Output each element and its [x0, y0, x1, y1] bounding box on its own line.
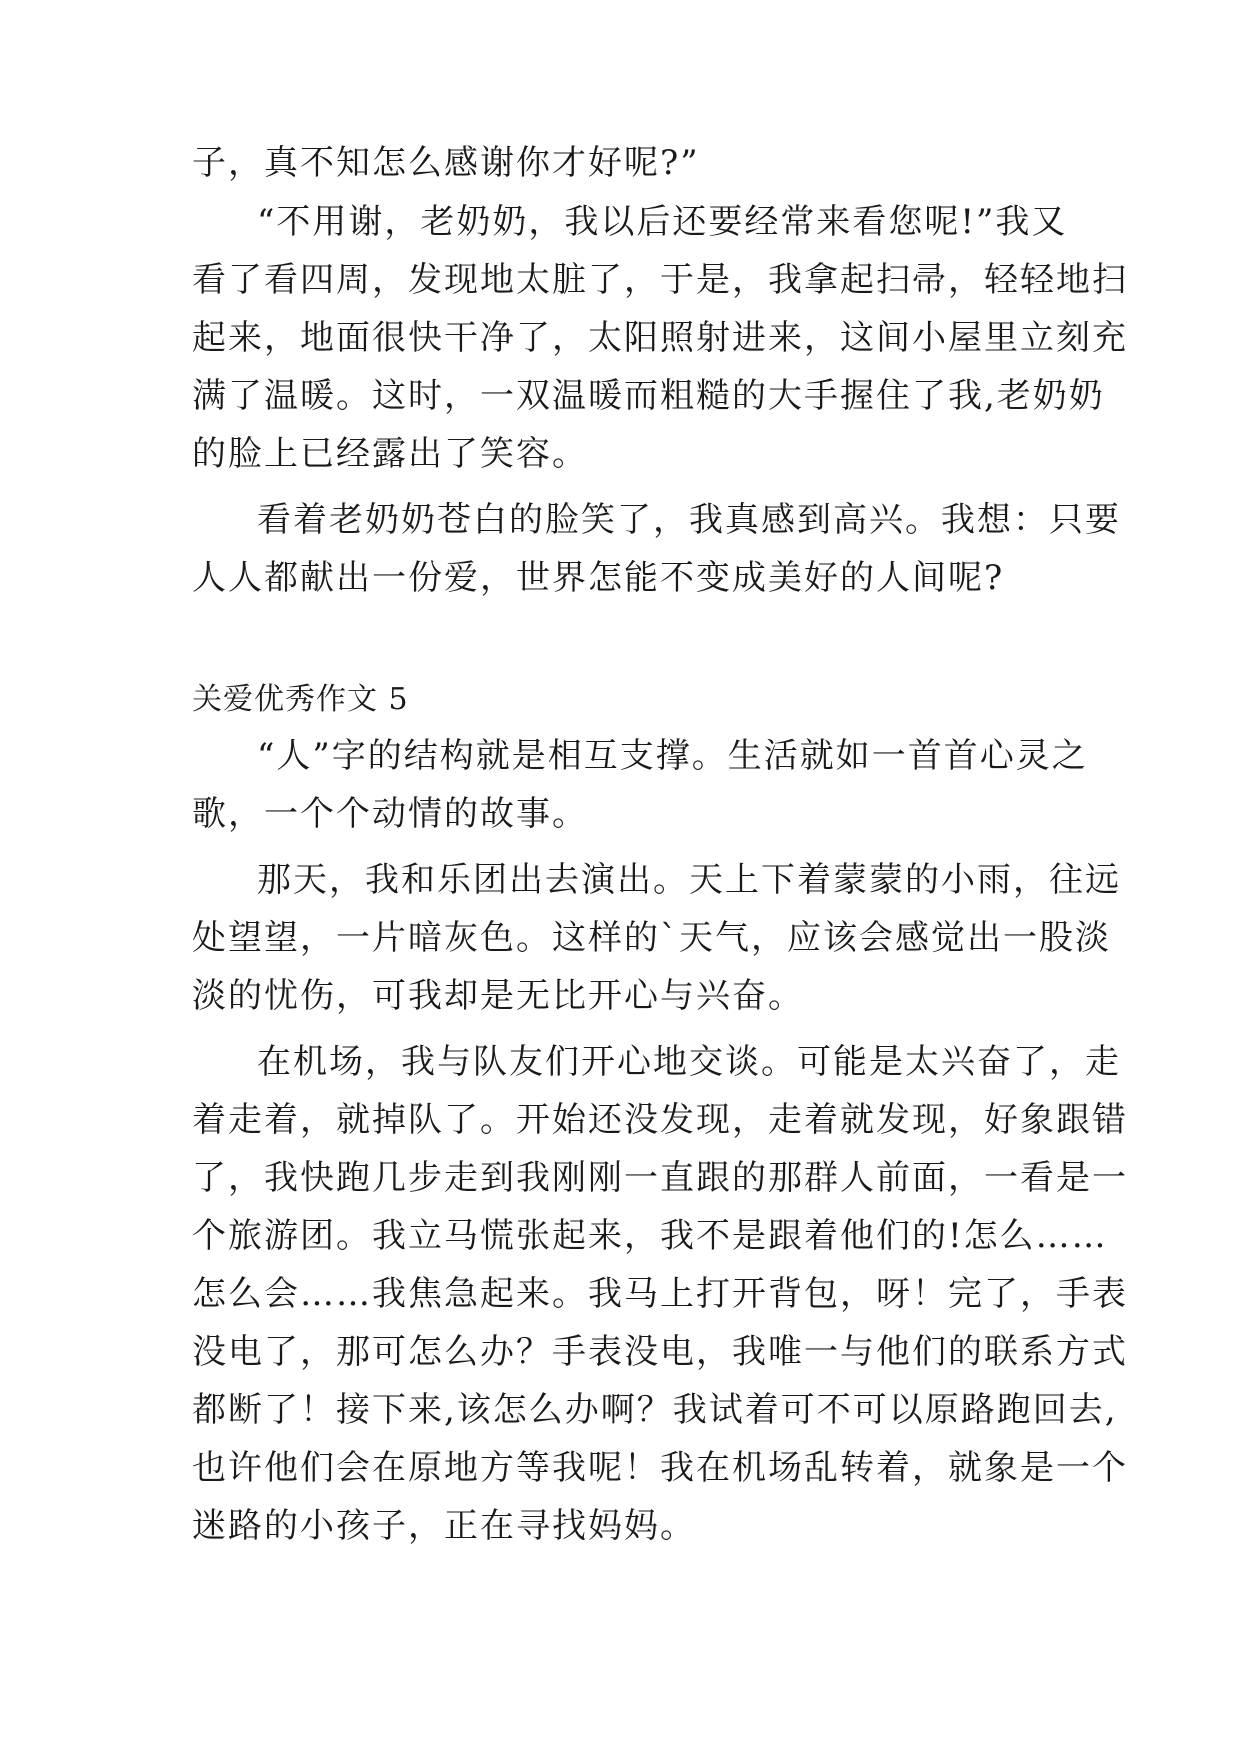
text-line: 满了温暖。这时，一双温暖而粗糙的大手握住了我,老奶奶: [192, 376, 1105, 416]
text-line: 也许他们会在原地方等我呢！我在机场乱转着，就象是一个: [192, 1448, 1128, 1488]
text-line: 起来，地面很快干净了，太阳照射进来，这间小屋里立刻充: [192, 318, 1128, 358]
text-line: 着走着，就掉队了。开始还没发现，走着就发现，好象跟错: [192, 1100, 1128, 1140]
text-line: 个旅游团。我立马慌张起来，我不是跟着他们的!怎么……: [192, 1216, 1108, 1256]
text-line: 看着老奶奶苍白的脸笑了，我真感到高兴。我想：只要: [257, 500, 1121, 540]
text-line: 子，真不知怎么感谢你才好呢?”: [192, 143, 700, 183]
text-line: 没电了，那可怎么办？手表没电，我唯一与他们的联系方式: [192, 1332, 1128, 1372]
text-line: 那天，我和乐团出去演出。天上下着蒙蒙的小雨，往远: [257, 860, 1121, 900]
text-line: 怎么会……我焦急起来。我马上打开背包，呀！完了，手表: [192, 1274, 1128, 1314]
text-line: 看了看四周，发现地太脏了，于是，我拿起扫帚，轻轻地扫: [192, 260, 1128, 300]
text-line: 歌，一个个动情的故事。: [192, 794, 588, 834]
section-heading: 关爱优秀作文 5: [192, 682, 409, 717]
text-line: 了，我快跑几步走到我刚刚一直跟的那群人前面，一看是一: [192, 1158, 1128, 1198]
text-line: 在机场，我与队友们开心地交谈。可能是太兴奋了，走: [257, 1042, 1121, 1082]
text-line: 人人都献出一份爱，世界怎能不变成美好的人间呢?: [192, 558, 1005, 598]
text-line: 迷路的小孩子，正在寻找妈妈。: [192, 1506, 696, 1546]
text-line: 淡的忧伤，可我却是无比开心与兴奋。: [192, 976, 804, 1016]
text-line: 的脸上已经露出了笑容。: [192, 434, 588, 474]
text-line: 都断了！接下来,该怎么办啊？我试着可不可以原路跑回去,: [192, 1390, 1118, 1430]
text-line: 处望望，一片暗灰色。这样的`天气，应该会感觉出一股淡: [192, 918, 1111, 958]
text-line: “不用谢，老奶奶，我以后还要经常来看您呢!”我又: [257, 202, 1068, 242]
text-line: “人”字的结构就是相互支撑。生活就如一首首心灵之: [257, 736, 1088, 776]
